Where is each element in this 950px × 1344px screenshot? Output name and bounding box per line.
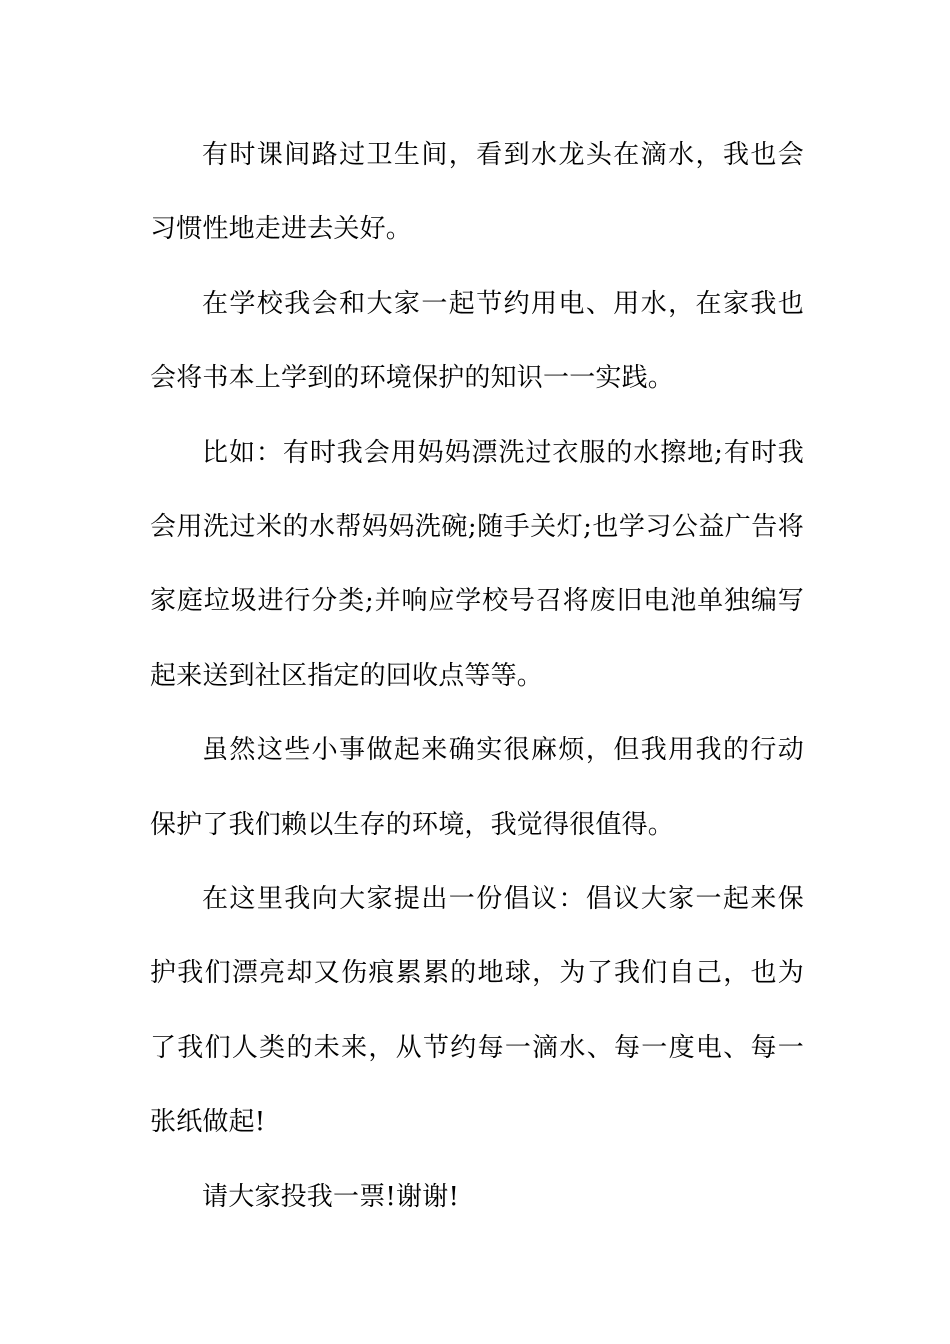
paragraph-3: 比如：有时我会用妈妈漂洗过衣服的水擦地;有时我会用洗过米的水帮妈妈洗碗;随手关灯;也学习公益广告将家庭垃圾进行分类;并响应学校号召将废旧电池单独编写起来送到社区指定的回收点等等。 (150, 437, 804, 691)
paragraph-1: 有时课间路过卫生间，看到水龙头在滴水，我也会习惯性地走进去关好。 (150, 140, 804, 245)
document-body (150, 118, 804, 1234)
paragraph-6: 请大家投我一票!谢谢! (202, 1181, 460, 1212)
paragraph-5: 在这里我向大家提出一份倡议：倡议大家一起来保护我们漂亮却又伤痕累累的地球，为了我们自己，也为了我们人类的未来，从节约每一滴水、每一度电、每一张纸做起! (150, 884, 804, 1138)
paragraph-2: 在学校我会和大家一起节约用电、用水，在家我也会将书本上学到的环境保护的知识一一实践。 (150, 288, 804, 394)
paragraph-4: 虽然这些小事做起来确实很麻烦，但我用我的行动保护了我们赖以生存的环境，我觉得很值得。 (150, 735, 804, 840)
